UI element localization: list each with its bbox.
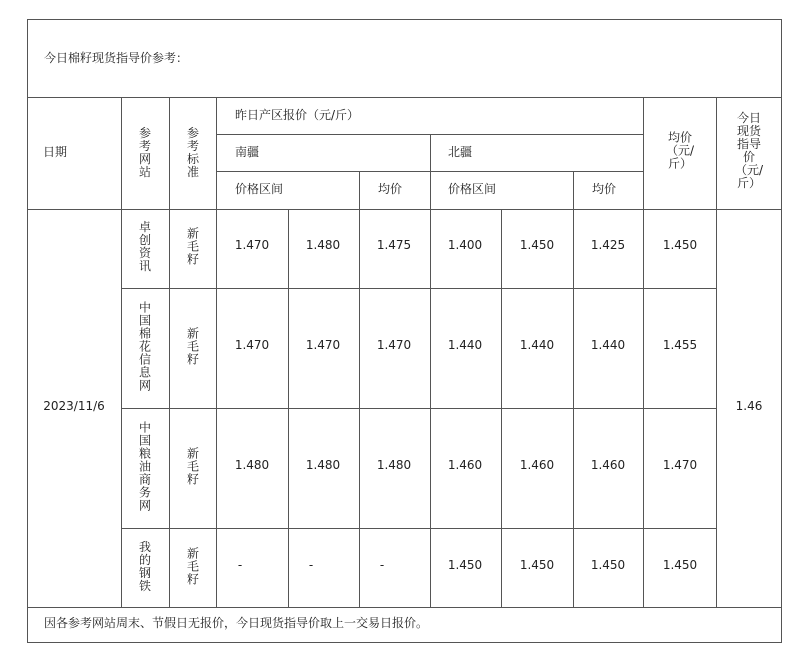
- row-site: 卓创资讯: [138, 220, 151, 273]
- row-south-low: 1.480: [234, 458, 270, 472]
- col-line-north: [430, 134, 431, 607]
- row-south-low: 1.470: [234, 238, 270, 252]
- row-north-low: 1.460: [447, 458, 483, 472]
- row-avg: 1.450: [662, 238, 698, 252]
- col-line-north-hi: [501, 209, 502, 607]
- row-south-high: 1.470: [305, 338, 341, 352]
- col-line-north-avg: [573, 171, 574, 607]
- row-south-avg: 1.480: [376, 458, 412, 472]
- header-north: 北疆: [448, 145, 473, 159]
- row-north-low: 1.440: [447, 338, 483, 352]
- row-south-low: -: [237, 558, 243, 572]
- row-site: 中国棉花信息网: [138, 300, 151, 393]
- rule-row-3: [121, 528, 716, 529]
- row-north-high: 1.460: [519, 458, 555, 472]
- row-avg: 1.455: [662, 338, 698, 352]
- col-line-guide: [716, 97, 717, 607]
- row-north-avg: 1.425: [590, 238, 626, 252]
- row-south-low: 1.470: [234, 338, 270, 352]
- header-south: 南疆: [235, 145, 260, 159]
- date-cell: 2023/11/6: [43, 399, 105, 413]
- row-north-high: 1.450: [519, 558, 555, 572]
- row-north-low: 1.400: [447, 238, 483, 252]
- col-line-south-hi: [288, 209, 289, 607]
- row-standard: 新毛籽: [186, 446, 199, 487]
- col-line-south: [216, 97, 217, 607]
- col-line-standard: [169, 97, 170, 607]
- row-north-high: 1.440: [519, 338, 555, 352]
- row-north-low: 1.450: [447, 558, 483, 572]
- row-north-avg: 1.460: [590, 458, 626, 472]
- row-north-avg: 1.450: [590, 558, 626, 572]
- guide-price-cell: 1.46: [735, 399, 763, 413]
- row-south-avg: 1.475: [376, 238, 412, 252]
- header-yesterday-quote: 昨日产区报价（元/斤）: [235, 108, 360, 122]
- row-avg: 1.450: [662, 558, 698, 572]
- row-standard: 新毛籽: [186, 326, 199, 367]
- header-north-range: 价格区间: [448, 182, 497, 196]
- row-south-avg: 1.470: [376, 338, 412, 352]
- row-standard: 新毛籽: [186, 546, 199, 587]
- footnote: 因各参考网站周末、节假日无报价，今日现货指导价取上一交易日报价。: [44, 616, 429, 630]
- header-date: 日期: [43, 145, 68, 159]
- row-north-avg: 1.440: [590, 338, 626, 352]
- row-south-high: -: [308, 558, 314, 572]
- rule-under-header: [27, 209, 782, 210]
- header-site: 参考网站: [138, 126, 151, 179]
- row-south-high: 1.480: [305, 238, 341, 252]
- rule-above-footnote: [27, 607, 782, 608]
- rule-under-title: [27, 97, 782, 98]
- rule-row-1: [121, 288, 716, 289]
- header-guide-price: 今日现货指导价（元/斤）: [734, 111, 764, 190]
- row-south-high: 1.480: [305, 458, 341, 472]
- table-title: 今日棉籽现货指导价参考：: [44, 51, 189, 65]
- col-line-south-avg: [359, 171, 360, 607]
- row-standard: 新毛籽: [186, 226, 199, 267]
- row-north-high: 1.450: [519, 238, 555, 252]
- row-south-avg: -: [379, 558, 385, 572]
- header-standard: 参考标准: [186, 126, 199, 179]
- col-line-site: [121, 97, 122, 607]
- row-avg: 1.470: [662, 458, 698, 472]
- row-site: 我的钢铁: [138, 540, 151, 593]
- rule-row-2: [121, 408, 716, 409]
- row-site: 中国粮油商务网: [138, 420, 151, 513]
- header-north-avg: 均价: [592, 182, 617, 196]
- col-line-avg: [643, 97, 644, 607]
- header-south-range: 价格区间: [235, 182, 284, 196]
- header-overall-avg: 均价（元/斤）: [665, 130, 695, 171]
- header-south-avg: 均价: [378, 182, 403, 196]
